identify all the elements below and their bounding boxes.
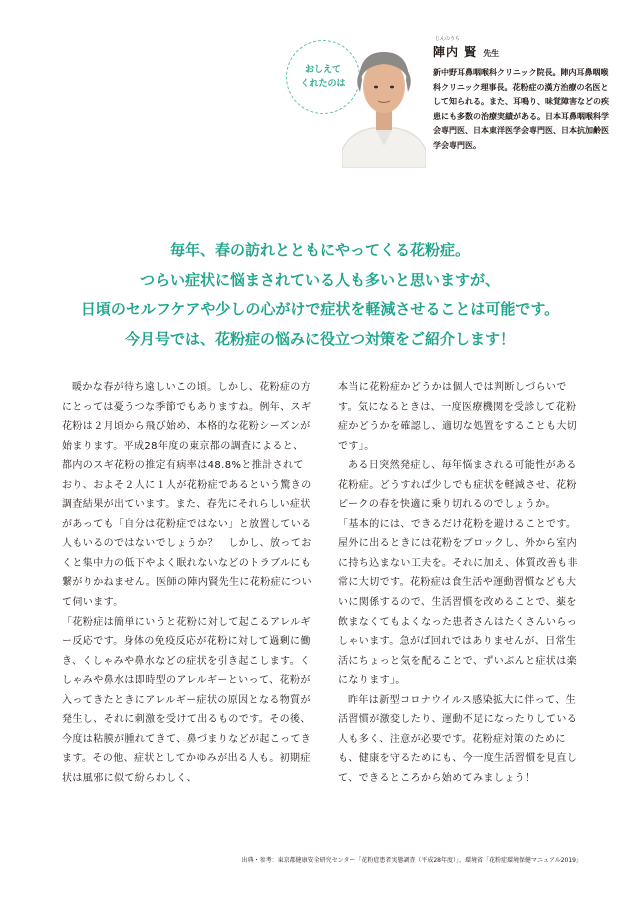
body-paragraph: 「花粉症は簡単にいうと花粉に対して起こるアレルギー反応です。身体の免疫反応が花粉に対して過剰に働き、くしゃみや鼻水などの症状を引き起こします。くしゃみや鼻水は即時型のアレルギーといって、花粉が入ってきたときにアレルギー症状の原因となる物質が発生し、それに刺激を受けて出るものです。その後、今度は粘膜が腫れてきて、鼻づまりなどが起こってきます。その他、症状としてかゆみが出る人も。初期症状は風邪に似て紛らわしく、 xyxy=(62,616,312,784)
source-citation: 出典・参考：東京都健康安全研究センター「花粉症患者実態調査（平成28年度）」、環境省「花粉症環境保健マニュアル2019」 xyxy=(241,857,582,864)
lead-text xyxy=(0,236,640,354)
lead-line: 日頃のセルフケアや少しの心がけで症状を軽減させることは可能です。 xyxy=(80,300,560,318)
lead-line: 毎年、春の訪れとともにやってくる花粉症。 xyxy=(169,241,470,259)
article-left-column xyxy=(62,378,312,788)
lead-line: つらい症状に悩まされている人も多いと思いますが、 xyxy=(139,270,500,289)
doctor-name: 陣内 賢 xyxy=(433,45,478,59)
body-paragraph: ある日突然発症し、毎年悩まされる可能性がある花粉症。どうすれば少しでも症状を軽減させ、花粉ピークの春を快適に乗り切れるのでしょうか。 xyxy=(338,460,577,511)
body-paragraph: 「基本的には、できるだけ花粉を避けることです。屋外に出るときには花粉をブロックし、外から室内に持ち込まない工夫を。それに加え、体質改善も非常に大切です。花粉症は食生活や運動習慣なども大いに関係するので、生活習慣を改めることで、薬を飲まなくてもよくなった患者さんはたくさんいらっしゃいます。急がば回れではありませんが、日常生活にちょっと気を配ることで、ずいぶんと症状は楽になります」。 xyxy=(338,518,578,687)
body-paragraph: 本当に花粉症かどうかは個人では判断しづらいです。気になるときは、一度医療機関を受診して花粉症かどうかを確認し、適切な処置をすることも大切です」。 xyxy=(338,382,578,452)
lead-line: 今月号では、花粉症の悩みに役立つ対策をご紹介します！ xyxy=(124,329,515,348)
doctor-bio: 新中野耳鼻咽喉科クリニック院長。陣内耳鼻咽喉科クリニック理事長。花粉症の漢方治療の名医として知られる。また、耳鳴り、味覚障害などの疾患にも多数の治療実績がある。日本耳鼻咽喉科学会専門医、日本東洋医学会専門医、日本抗加齢医学会専門医。 xyxy=(433,68,609,150)
doctor-name-furigana: じんのうち xyxy=(435,36,461,42)
body-paragraph: 昨年は新型コロナウイルス感染拡大に伴って、生活習慣が激変したり、運動不足になったりしている人も多く、注意が必要です。花粉症対策のためにも、健康を守るためにも、今一度生活習慣を見直して、できるところから始めてみましょう！ xyxy=(338,694,578,784)
body-paragraph: 暖かな春が待ち遠しいこの頃。しかし、花粉症の方にとっては憂うつな季節でもありますね。例年、スギ花粉は２月頃から飛び始め、本格的な花粉シーズンが始まります。平成28年度の東京都の調査によると、都内のスギ花粉の推定有病率は48.8%と推計されており、およそ２人に１人が花粉症であるという驚きの調査結果が出ています。また、春先にそれらしい症状があっても「自分は花粉症ではない」と放置している人もいるのではないでしょうか？ しかし、放っておくと集中力の低下やよく眠れないなどのトラブルにも繋がりかねません。医師の陣内賢先生に花粉症について伺います。 xyxy=(62,382,312,609)
article-right-column xyxy=(338,378,584,788)
doctor-photo xyxy=(342,40,426,168)
badge-line-2: くれたのは xyxy=(300,79,346,89)
doctor-profile xyxy=(433,36,613,154)
doctor-honorific: 先生 xyxy=(483,49,500,58)
badge-line-1: おしえて xyxy=(304,65,341,75)
